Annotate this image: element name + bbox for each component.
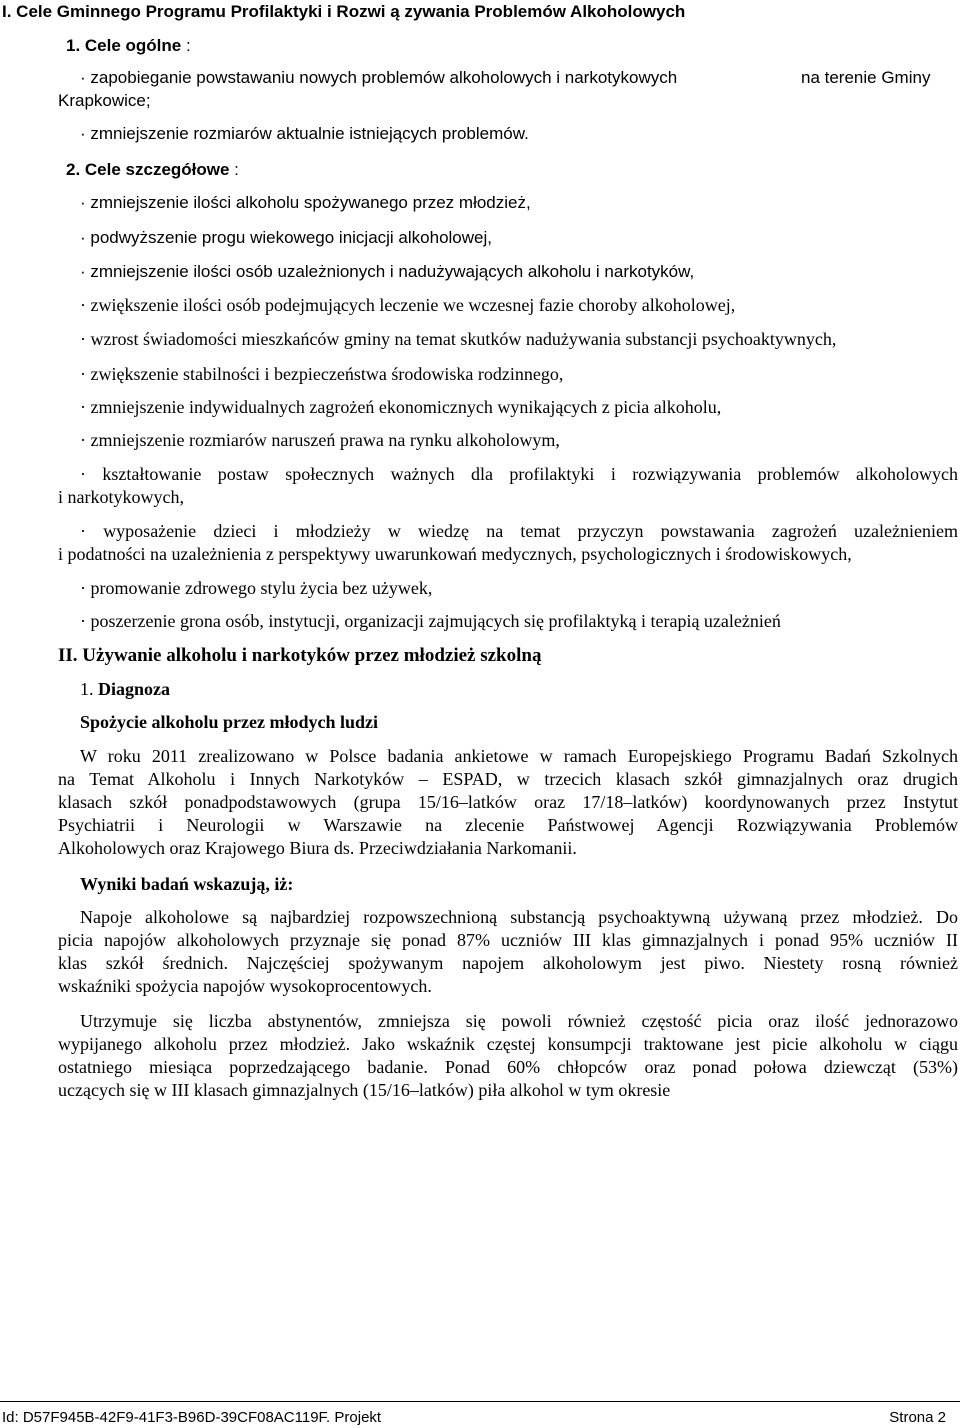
specific-goal-item: · zmniejszenie ilości osób uzależnionych i nadużywających alkoholu i narkotyków, — [80, 262, 695, 281]
general-goals-heading-label: 1. Cele ogólne — [66, 36, 182, 55]
specific-goal-item: · poszerzenie grona osób, instytucji, organizacji zajmujących się profilaktyką i terapią uzależnień — [80, 611, 781, 631]
general-goal-item-cont: Krapkowice; — [58, 91, 151, 110]
diagnosis-heading-num: 1. — [80, 679, 98, 699]
specific-goals-heading-label: 2. Cele szczegółowe — [66, 160, 230, 179]
diagnosis-heading — [80, 679, 170, 700]
specific-goal-item: · zmniejszenie indywidualnych zagrożeń ekonomicznych wynikających z picia alkoholu, — [80, 397, 722, 417]
paragraph-2-line: klas szkół średnich. Najczęściej spożywanym napojem alkoholowym jest piwo. Niestety rosną również — [58, 953, 958, 973]
specific-goal-item: · zmniejszenie ilości alkoholu spożywanego przez młodzież, — [80, 193, 531, 212]
specific-goal-item: · wzrost świadomości mieszkańców gminy na temat skutków nadużywania substancji psychoaktywnych, — [80, 329, 837, 349]
specific-goal-item: · promowanie zdrowego stylu życia bez używek, — [80, 578, 433, 598]
diagnosis-heading-label: Diagnoza — [98, 679, 170, 699]
general-goal-item: · zapobieganie powstawaniu nowych problemów alkoholowych i narkotykowych — [80, 68, 678, 87]
specific-goal-item: · zwiększenie stabilności i bezpieczeństwa środowiska rodzinnego, — [80, 364, 564, 384]
paragraph-3-line: Utrzymuje się liczba abstynentów, zmniejsza się powoli również częstość picia oraz ilość jednorazowo — [80, 1011, 958, 1031]
specific-goal-item: · wyposażenie dzieci i młodzieży w wiedzę na temat przyczyn powstawania zagrożeń uzależnieniem — [80, 521, 958, 541]
footer-rule — [0, 1401, 960, 1402]
paragraph-1-line: W roku 2011 zrealizowano w Polsce badania ankietowe w ramach Europejskiego Programu Badań Szkolnych — [80, 746, 958, 766]
paragraph-3-line: ostatniego miesiąca poprzedzającego badanie. Ponad 60% chłopców oraz ponad połowa dziewcząt (53%) — [58, 1057, 958, 1077]
paragraph-1-line: na Temat Alkoholu i Innych Narkotyków – ESPAD, w trzecich klasach szkół gimnazjalnych oraz drugich — [58, 769, 958, 789]
paragraph-3-line: wypijanego alkoholu przez młodzież. Jako wskaźnik częstej konsumpcji traktowane jest picie alkoholu w ciągu — [58, 1034, 958, 1054]
general-goals-heading-colon: : — [181, 36, 191, 55]
paragraph-2-line: wskaźniki spożycia napojów wysokoprocentowych. — [58, 976, 432, 996]
results-heading: Wyniki badań wskazują, iż: — [80, 874, 294, 894]
subheading: Spożycie alkoholu przez młodych ludzi — [80, 712, 379, 732]
paragraph-1-line: Alkoholowych oraz Krajowego Biura ds. Przeciwdziałania Narkomanii. — [58, 838, 577, 858]
general-goal-item-tail: na terenie Gminy — [801, 68, 931, 87]
specific-goal-item: · kształtowanie postaw społecznych ważnych dla profilaktyki i rozwiązywania problemów alkoholowych — [80, 464, 958, 484]
paragraph-1-line: Psychiatrii i Neurologii w Warszawie na zlecenie Państwowej Agencji Rozwiązywania Problemów — [58, 815, 958, 835]
paragraph-3-line: uczących się w III klasach gimnazjalnych (15/16–latków) piła alkohol w tym okresie — [58, 1080, 671, 1100]
footer-document-id: Id: D57F945B-42F9-41F3-B96D-39CF08AC119F. Projekt — [2, 1409, 382, 1426]
paragraph-1-line: klasach szkół ponadpodstawowych (grupa 15/16–latków oraz 17/18–latków) koordynowanych przez Instytut — [58, 792, 958, 812]
specific-goals-heading — [66, 160, 239, 180]
specific-goal-item-cont: i podatności na uzależnienia z perspektywy uwarunkowań medycznych, psychologicznych i środowiskowych, — [58, 544, 852, 564]
section-2-title: II. Używanie alkoholu i narkotyków przez młodzież szkolną — [58, 645, 542, 666]
paragraph-2-line: Napoje alkoholowe są najbardziej rozpowszechnioną substancją psychoaktywną używaną przez młodzież. Do — [80, 907, 958, 927]
specific-goal-item: · podwyższenie progu wiekowego inicjacji alkoholowej, — [80, 228, 492, 247]
specific-goal-item: · zmniejszenie rozmiarów naruszeń prawa na rynku alkoholowym, — [80, 430, 560, 450]
specific-goal-item-cont: i narkotykowych, — [58, 487, 184, 507]
section-1-title: I. Cele Gminnego Programu Profilaktyki i Rozwi ą zywania Problemów Alkoholowych — [2, 2, 686, 21]
footer-page-number: Strona 2 — [889, 1409, 946, 1426]
general-goal-item: · zmniejszenie rozmiarów aktualnie istniejących problemów. — [80, 124, 529, 143]
general-goals-heading — [66, 36, 191, 56]
paragraph-2-line: picia napojów alkoholowych przyznaje się ponad 87% uczniów III klas gimnazjalnych i ponad 95% uczniów II — [58, 930, 958, 950]
specific-goal-item: · zwiększenie ilości osób podejmujących leczenie we wczesnej fazie choroby alkoholowej, — [80, 295, 736, 315]
specific-goals-heading-colon: : — [229, 160, 239, 179]
